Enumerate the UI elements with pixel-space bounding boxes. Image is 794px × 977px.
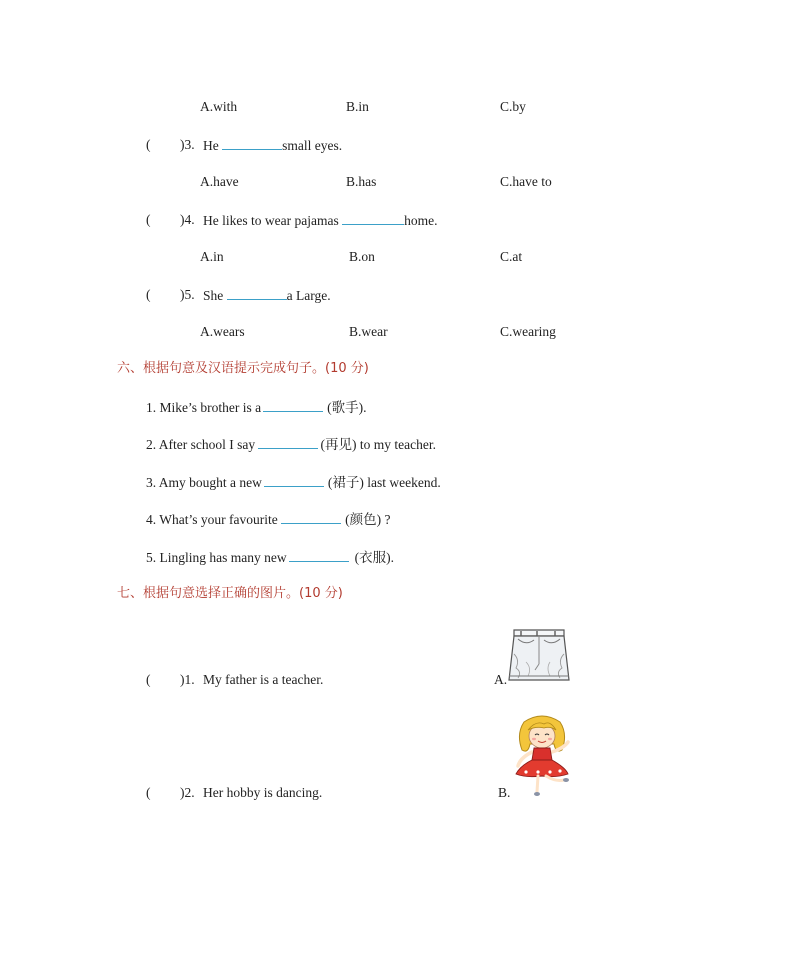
sentence-item: 1. Mike’s brother is a (歌手). bbox=[146, 400, 367, 415]
option-b: B.has bbox=[346, 174, 377, 189]
question-number: )5. bbox=[180, 287, 195, 302]
answer-blank[interactable] bbox=[227, 288, 287, 300]
answer-blank[interactable] bbox=[281, 512, 341, 524]
question-stem: She a Large. bbox=[203, 288, 331, 303]
question-stem: He likes to wear pajamas home. bbox=[203, 213, 438, 228]
skirt-picture bbox=[506, 624, 572, 686]
section-heading: 六、根据句意及汉语提示完成句子。(10 分) bbox=[117, 361, 369, 376]
question-stem: He small eyes. bbox=[203, 138, 343, 153]
option-c: C.wearing bbox=[500, 324, 556, 339]
sentence-item: 3. Amy bought a new (裙子) last weekend. bbox=[146, 475, 441, 490]
option-c: C.at bbox=[500, 249, 523, 264]
option-a: A.in bbox=[200, 249, 224, 264]
answer-paren-open: ( bbox=[146, 785, 151, 800]
option-b: B.on bbox=[349, 249, 375, 264]
answer-blank[interactable] bbox=[222, 138, 282, 150]
sentence-item: 2. After school I say (再见) to my teacher. bbox=[146, 437, 436, 452]
option-c: C.have to bbox=[500, 174, 552, 189]
option-b: B.wear bbox=[349, 324, 388, 339]
question-number: )4. bbox=[180, 212, 195, 227]
answer-paren-open: ( bbox=[146, 672, 151, 687]
question-stem: My father is a teacher. bbox=[203, 672, 324, 687]
question-stem: Her hobby is dancing. bbox=[203, 785, 323, 800]
option-c: C.by bbox=[500, 99, 526, 114]
answer-blank[interactable] bbox=[258, 437, 318, 449]
answer-blank[interactable] bbox=[263, 400, 323, 412]
dancing-girl-picture bbox=[510, 714, 574, 800]
answer-paren-open: ( bbox=[146, 287, 151, 302]
sentence-item: 5. Lingling has many new (衣服). bbox=[146, 550, 394, 565]
picture-label-b: B. bbox=[498, 785, 511, 800]
answer-blank[interactable] bbox=[289, 550, 349, 562]
question-number: )1. bbox=[180, 672, 195, 687]
answer-blank[interactable] bbox=[264, 475, 324, 487]
question-number: )3. bbox=[180, 137, 195, 152]
option-a: A.with bbox=[200, 99, 238, 114]
answer-paren-open: ( bbox=[146, 137, 151, 152]
sentence-item: 4. What’s your favourite (颜色) ? bbox=[146, 512, 391, 527]
option-a: A.have bbox=[200, 174, 239, 189]
answer-blank[interactable] bbox=[342, 213, 404, 225]
picture-label-a: A. bbox=[494, 672, 508, 687]
option-a: A.wears bbox=[200, 324, 245, 339]
question-number: )2. bbox=[180, 785, 195, 800]
answer-paren-open: ( bbox=[146, 212, 151, 227]
option-b: B.in bbox=[346, 99, 369, 114]
section-heading: 七、根据句意选择正确的图片。(10 分) bbox=[117, 586, 343, 601]
